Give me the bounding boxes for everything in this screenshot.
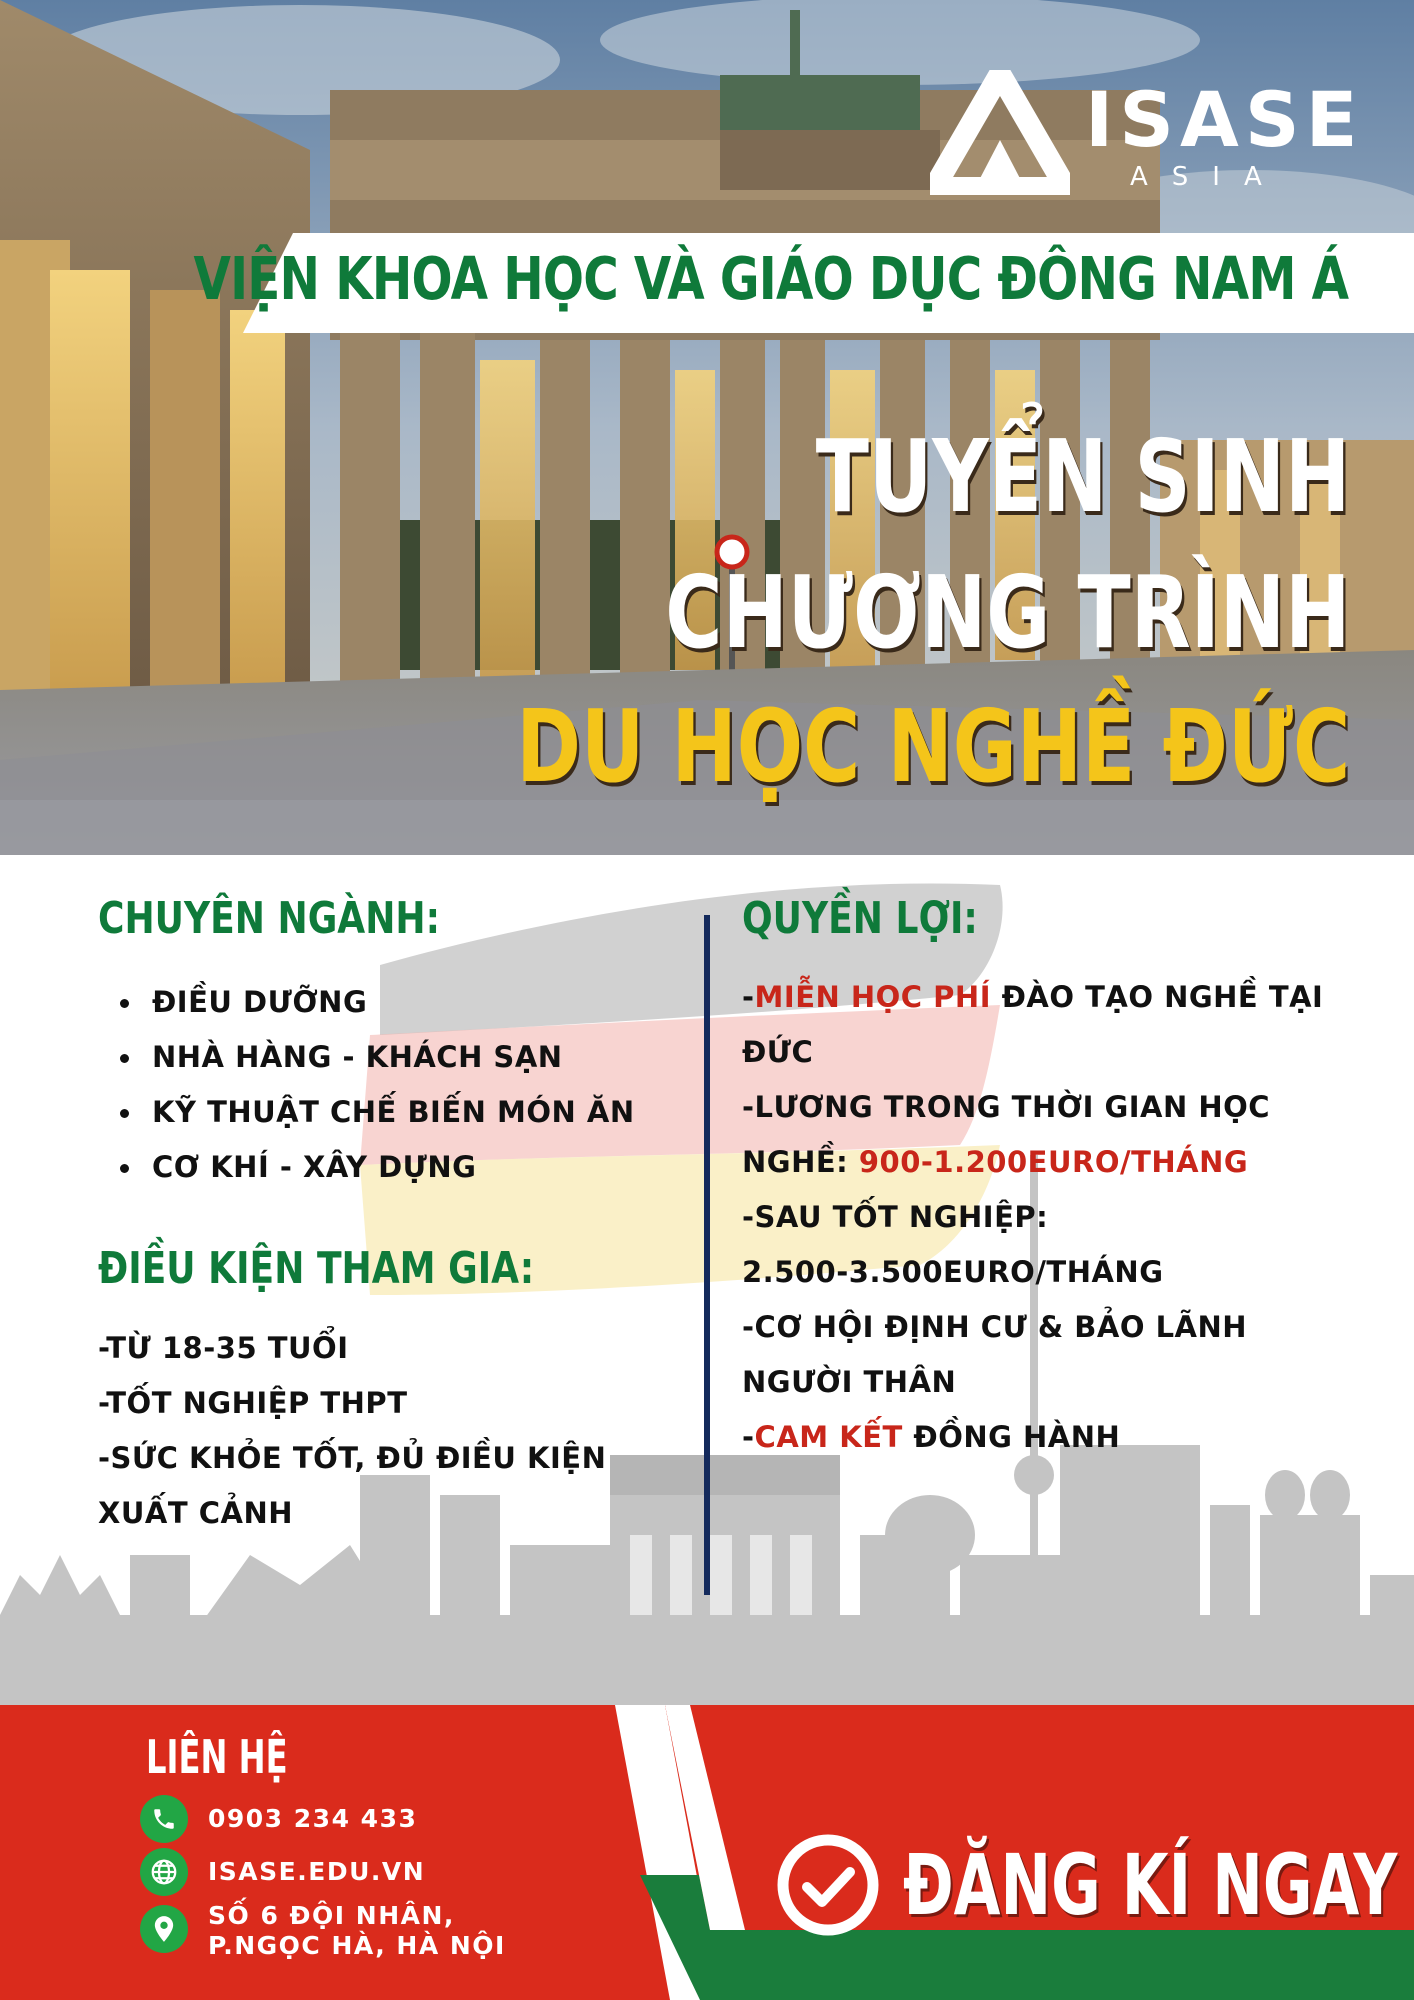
text-prefix: - — [742, 980, 755, 1014]
list-item — [742, 1410, 1323, 1465]
list-item: -TỐT NGHIỆP THPT — [98, 1386, 408, 1420]
list-item: -CƠ HỘI ĐỊNH CƯ & BẢO LÃNH — [742, 1310, 1248, 1344]
contact-title: LIÊN HỆ — [146, 1730, 288, 1784]
list-item: ĐIỀU DƯỠNG — [120, 975, 635, 1030]
text-prefix: NGHỀ: — [742, 1145, 859, 1179]
column-divider — [704, 915, 710, 1595]
majors-list — [120, 975, 635, 1195]
hero-section — [0, 0, 1414, 855]
info-section — [0, 855, 1414, 1705]
conditions-list — [98, 1321, 606, 1541]
address-block — [188, 1901, 506, 1961]
address-line-2: P.NGỌC HÀ, HÀ NỘI — [208, 1931, 506, 1960]
logo-subtext: ASIA — [1130, 162, 1286, 192]
register-now-label: ĐĂNG KÍ NGAY — [903, 1836, 1398, 1934]
list-item: -LƯƠNG TRONG THỜI GIAN HỌC — [742, 1090, 1271, 1124]
list-item: KỸ THUẬT CHẾ BIẾN MÓN ĂN — [120, 1085, 635, 1140]
list-item — [742, 1135, 1323, 1190]
text-prefix: - — [742, 1420, 755, 1454]
globe-icon — [140, 1848, 188, 1896]
highlight-text: MIỄN HỌC PHÍ — [754, 980, 991, 1014]
phone-number: 0903 234 433 — [208, 1804, 418, 1833]
list-item: -TỪ 18-35 TUỔI — [98, 1331, 349, 1365]
isase-logo[interactable] — [930, 70, 1364, 200]
institute-name: VIỆN KHOA HỌC VÀ GIÁO DỤC ĐÔNG NAM Á — [193, 244, 1348, 313]
headline-line-1: TUYỂN SINH — [815, 418, 1350, 535]
highlight-text: 900-1.200EURO/THÁNG — [858, 1145, 1249, 1179]
location-pin-icon — [140, 1905, 188, 1953]
list-item — [742, 970, 1323, 1025]
text-rest: ĐỒNG HÀNH — [902, 1420, 1121, 1454]
conditions-title: ĐIỀU KIỆN THAM GIA: — [98, 1243, 535, 1294]
contact-phone[interactable] — [140, 1795, 417, 1843]
headline-line-2: CHƯƠNG TRÌNH — [664, 554, 1350, 671]
register-now-button[interactable] — [775, 1830, 1398, 1940]
address-line-1: SỐ 6 ĐỘI NHÂN, — [208, 1901, 455, 1930]
list-item: 2.500-3.500EURO/THÁNG — [742, 1255, 1164, 1289]
logo-text: ISASE — [1085, 75, 1364, 164]
list-item: XUẤT CẢNH — [98, 1496, 293, 1530]
list-item: -SỨC KHỎE TỐT, ĐỦ ĐIỀU KIỆN — [98, 1441, 607, 1475]
list-item: NGƯỜI THÂN — [742, 1365, 957, 1399]
highlight-text: CAM KẾT — [754, 1420, 903, 1454]
benefits-title: QUYỀN LỢI: — [742, 893, 978, 944]
contact-website[interactable] — [140, 1848, 425, 1896]
footer-section — [0, 1705, 1414, 2000]
check-circle-icon — [775, 1832, 881, 1938]
benefits-list — [742, 970, 1323, 1465]
website-url: ISASE.EDU.VN — [208, 1857, 426, 1886]
phone-icon — [140, 1795, 188, 1843]
majors-title: CHUYÊN NGÀNH: — [98, 893, 441, 944]
headline-line-3: DU HỌC NGHỀ ĐỨC — [515, 688, 1350, 805]
list-item: NHÀ HÀNG - KHÁCH SẠN — [120, 1030, 635, 1085]
list-item: CƠ KHÍ - XÂY DỰNG — [120, 1140, 635, 1195]
text-rest: ĐÀO TẠO NGHỀ TẠI — [991, 980, 1324, 1014]
list-item: ĐỨC — [742, 1035, 814, 1069]
contact-address — [140, 1901, 506, 1961]
list-item: -SAU TỐT NGHIỆP: — [742, 1200, 1049, 1234]
logo-triangle-icon — [930, 70, 1070, 195]
